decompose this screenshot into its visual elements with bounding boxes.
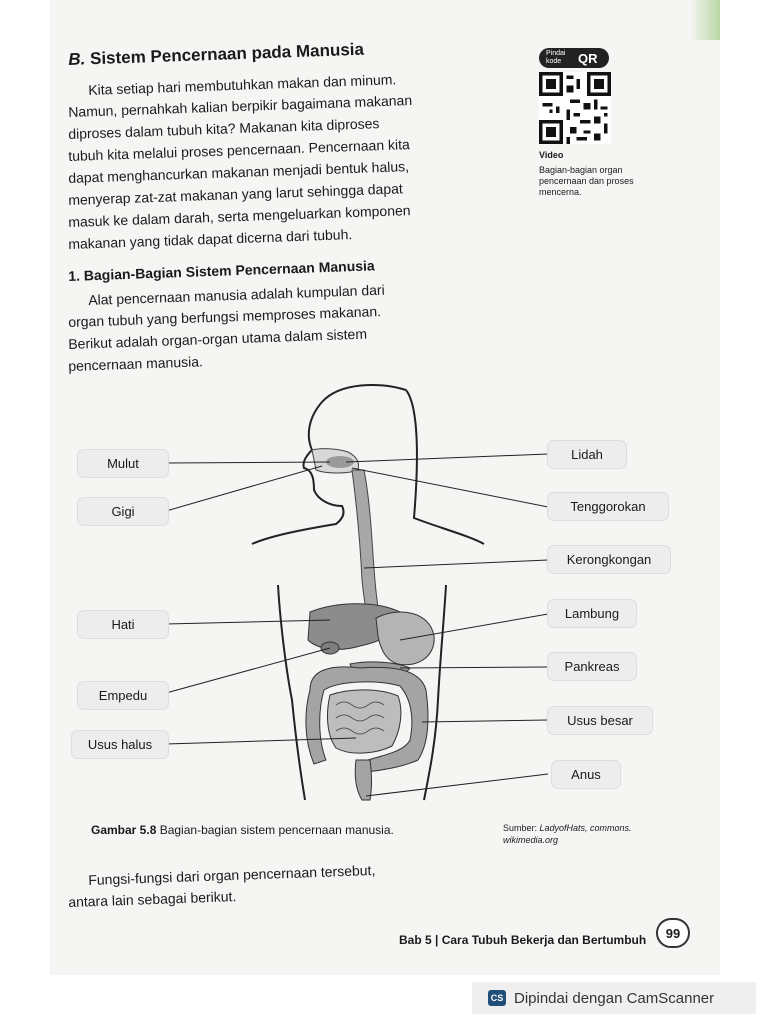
qr-badge-text: QR bbox=[578, 50, 598, 66]
camscanner-watermark bbox=[472, 982, 756, 1014]
camscanner-text: Dipindai dengan CamScanner bbox=[514, 989, 715, 1007]
leader-line-anus bbox=[366, 774, 548, 796]
qr-description: Bagian-bagian organ pencernaan dan proses mencerna. bbox=[539, 165, 634, 197]
section-title: Sistem Pencernaan pada Manusia bbox=[89, 39, 365, 69]
source-author: LadyofHats, commons. bbox=[539, 823, 632, 833]
paragraph-line: tubuh kita melalui proses pencernaan. Pencernaan kita bbox=[68, 136, 411, 164]
label-lambung: Lambung bbox=[548, 600, 636, 627]
page-number: 99 bbox=[656, 918, 690, 948]
leader-line-kerongkongan bbox=[364, 560, 548, 568]
leader-line-mulut bbox=[166, 462, 330, 463]
esophagus bbox=[352, 470, 380, 620]
label-gigi: Gigi bbox=[78, 498, 168, 525]
page-corner-accent bbox=[690, 0, 720, 40]
leader-line-tenggorokan bbox=[352, 468, 548, 507]
qr-badge bbox=[539, 48, 609, 68]
label-kerongkongan: Kerongkongan bbox=[548, 546, 670, 573]
subsection-number: 1. bbox=[68, 267, 81, 284]
paragraph-line: masuk ke dalam darah, serta mengeluarkan komponen bbox=[68, 202, 411, 230]
label-empedu: Empedu bbox=[78, 682, 168, 709]
leader-line-pankreas bbox=[400, 667, 548, 668]
label-mulut: Mulut bbox=[78, 450, 168, 477]
paragraph-line: antara lain sebagai berikut. bbox=[68, 888, 237, 910]
qr-media-type: Video bbox=[539, 150, 564, 160]
subsection-title: Bagian-Bagian Sistem Pencernaan Manusia bbox=[83, 257, 375, 284]
leader-line-empedu bbox=[166, 648, 330, 693]
paragraph-line: menyerap zat-zat makanan yang larut sehingga dapat bbox=[68, 180, 404, 208]
source-site: wikimedia.org bbox=[503, 835, 559, 845]
leader-line-gigi bbox=[166, 466, 322, 511]
label-pankreas: Pankreas bbox=[548, 653, 636, 680]
figure-source bbox=[503, 822, 703, 846]
paragraph-line: Namun, pernahkah kalian berpikir bagaimana makanan bbox=[68, 91, 413, 120]
paragraph-line: organ tubuh yang berfungsi memproses makanan. bbox=[68, 303, 382, 330]
paragraph-line: Berikut adalah organ-organ utama dalam sistem bbox=[68, 325, 368, 352]
label-anus: Anus bbox=[552, 761, 620, 788]
leader-line-lidah bbox=[346, 454, 548, 462]
figure-caption-text: Bagian-bagian sistem pencernaan manusia. bbox=[156, 823, 394, 837]
label-usus-besar: Usus besar bbox=[548, 707, 652, 734]
label-usus-halus: Usus halus bbox=[72, 731, 168, 758]
leader-line-usus-besar bbox=[422, 720, 548, 722]
chapter-footer: Bab 5 | Cara Tubuh Bekerja dan Bertumbuh bbox=[399, 933, 647, 947]
paragraph-line: makanan yang tidak dapat dicerna dari tubuh. bbox=[68, 226, 353, 252]
figure-caption bbox=[91, 823, 394, 837]
stomach bbox=[376, 612, 434, 665]
section-letter: B. bbox=[68, 49, 86, 69]
rectum bbox=[355, 760, 371, 800]
qr-code-icon[interactable] bbox=[539, 72, 611, 144]
leader-line-hati bbox=[166, 620, 330, 624]
label-lidah: Lidah bbox=[548, 441, 626, 468]
paragraph-line: Kita setiap hari membutuhkan makan dan minum. bbox=[88, 71, 397, 98]
label-hati: Hati bbox=[78, 611, 168, 638]
paragraph-line: pencernaan manusia. bbox=[68, 353, 204, 374]
qr-badge-small-text: Pindai kode bbox=[546, 50, 566, 65]
label-tenggorokan: Tenggorokan bbox=[548, 493, 668, 520]
paragraph-line: Alat pencernaan manusia adalah kumpulan dari bbox=[88, 281, 385, 308]
paragraph-line: Fungsi-fungsi dari organ pencernaan tersebut, bbox=[88, 861, 376, 888]
paragraph-line: dapat menghancurkan makanan menjadi bentuk halus, bbox=[68, 158, 410, 186]
figure-number: Gambar 5.8 bbox=[91, 823, 157, 837]
source-prefix: Sumber: bbox=[503, 823, 540, 833]
small-intestine bbox=[328, 690, 401, 753]
leader-line-usus-halus bbox=[166, 738, 356, 744]
camscanner-logo-icon: CS bbox=[488, 990, 506, 1006]
paragraph-line: diproses dalam tubuh kita? Makanan kita diproses bbox=[68, 115, 380, 142]
